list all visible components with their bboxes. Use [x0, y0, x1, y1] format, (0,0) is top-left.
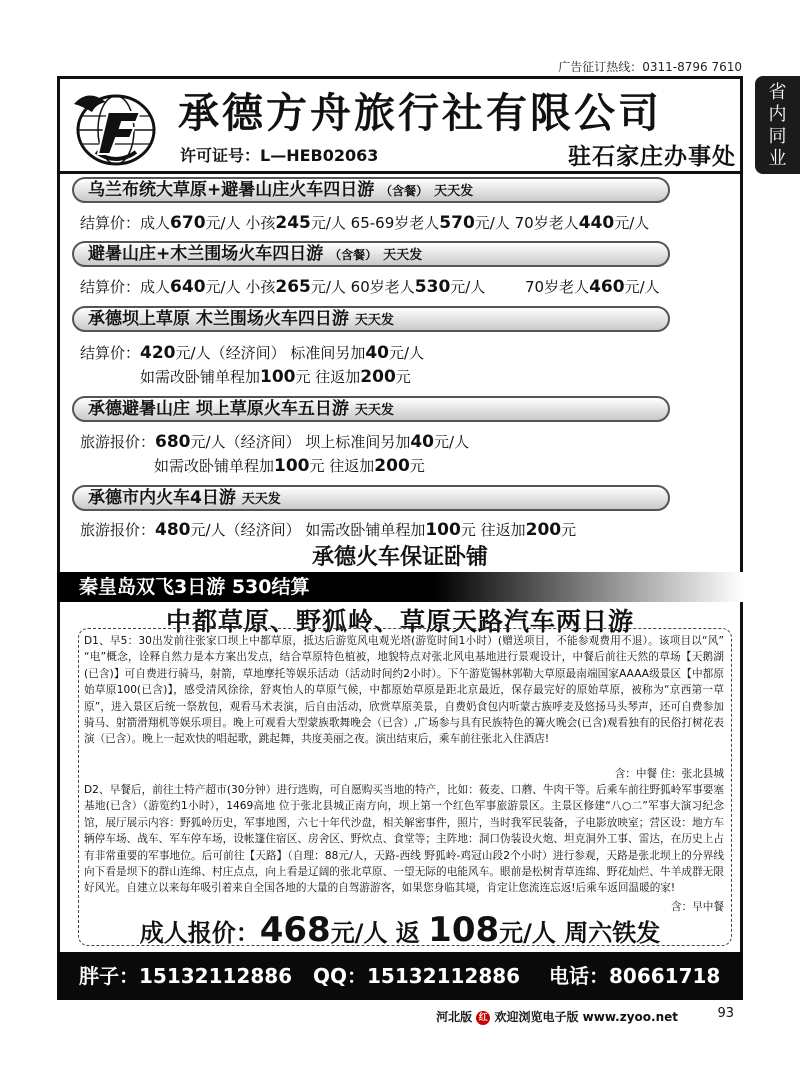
tour-banner: 承德市内火车4日游 天天发	[72, 485, 670, 511]
tour-banner: 乌兰布统大草原+避暑山庄火车四日游 （含餐） 天天发	[72, 177, 670, 203]
tour-banner: 承德避暑山庄 坝上草原火车五日游 天天发	[72, 396, 670, 422]
price-line-extra: 70岁老人460元/人	[525, 277, 660, 297]
contact-phone-mobile[interactable]: 胖子：15132112886	[79, 964, 293, 988]
adult-price-line: 成人报价：468元/人 返 108元/人 周六铁发	[139, 910, 661, 950]
page-number: 93	[717, 1006, 734, 1021]
itinerary-day2: D2、早餐后，前往土特产超市(30分钟）进行选购，可自愿购买当地的特产，比如：莜麦、口蘑、牛肉干等。后乘车前往野狐岭军事要塞基地(已含）（游览约1小时），1469高地 位于张北县城正南方向，坝上第一个红色军事旅游景区。主景区修建“八○二”军事大演习纪念馆，展厅展示内容：野狐岭历史，军事地图，六七十年代沙盘，相关解密事件，照片，当时我军民装备，子电影放映室；营区设：地方车辆停车场、战车、军车停车场，设帐篷住宿区、房舍区、野炊点、食堂等；主阵地：洞口伪装设火炮、坦克洞外工事、雷达，在历史上占有非常重要的军事地位。后可前往【天路】（自理：88元/人，天路-西线 野狐岭-鸡冠山段2个小时）进行参观，天路是张北坝上的分界线向下看是坝下的群山连绵、村庄点点，向上看是辽阔的张北草原、一望无际的电能风车。眼前是松树青草连绵、野花灿烂、牛羊成群无限好风光。自建立以来每年吸引着来自全国各地的大量的自驾游游客，如果您身临其境，肯定让您流连忘返!后乘车返回温暖的家!	[84, 784, 724, 895]
footer-brand: 河北版 红 欢迎浏览电子版 www.zyoo.net	[436, 1010, 678, 1024]
globe-dove-logo-icon	[66, 82, 166, 166]
qinhuangdao-banner: 秦皇岛双飞3日游 530结算	[57, 572, 743, 602]
price-line: 如需改卧铺单程加100元 往返加200元	[154, 456, 425, 476]
price-line: 旅游报价：680元/人（经济间） 坝上标准间另加40元/人	[80, 432, 470, 452]
tour-banner: 避暑山庄+木兰围场火车四日游 （含餐） 天天发	[72, 241, 670, 267]
ad-hotline: 广告征订热线：0311-8796 7610	[558, 60, 742, 74]
side-tab-char: 业	[768, 148, 787, 169]
day2-meal-info: 含：早中餐	[671, 901, 724, 913]
price-line: 如需改卧铺单程加100元 往返加200元	[140, 367, 411, 387]
tour-banner: 承德坝上草原 木兰围场火车四日游 天天发	[72, 306, 670, 332]
side-tab-char: 内	[768, 104, 787, 125]
side-tab-char: 省	[768, 82, 787, 103]
day1-meal-info: 含：中餐 住：张北县城	[614, 768, 724, 780]
itinerary-day1: D1、早5：30出发前往张家口坝上中都草原，抵达后游览风电观光塔(游览时间1小时）(赠送项目，不能参观费用不退）。该项目以“风” “电”概念，诠释自然力是本方案出发点，结合草原特色植被，地貌特点对张北风电基地进行景观设计，中餐后前往天然的草场【天鹅湖(已含)】可自费进行骑马，射箭，草地摩托等娱乐活动（活动时间约2小时）。下午游览锡林郭勒大草原最南端国家AAAA级景区【中都原始草原100(已含)】，感受清风徐徐，舒爽怡人的草原气候，中都原始草原是距北京最近，保存最完好的原始草原，被称为“京西第一草原”，进入景区后统一祭敖包，观看马术表演，后自由活动，欣赏草原美景，自费奶食包内听蒙古族呼麦及悠扬马头琴声，还可自费参加骑马、射箭滑翔机等娱乐项目。晚上可观看大型蒙族歌舞晚会（已含）,广场参与具有民族特色的篝火晚会(已含)观看独有的民俗打树花表演（已含）。晚上一起欢快的唱起歌，跳起舞，共度美丽之夜。演出结束后，乘车前往张北入住酒店!	[84, 635, 724, 746]
bus-tour-title: 中都草原、野狐岭、草原天路汽车两日游	[165, 607, 634, 636]
price-line: 旅游报价：480元/人（经济间） 如需改卧铺单程加100元 往返加200元	[80, 520, 577, 540]
red-badge-icon: 红	[476, 1011, 490, 1025]
company-title: 承德方舟旅行社有限公司	[178, 89, 662, 137]
side-tab-char: 同	[768, 126, 787, 147]
contact-qq[interactable]: QQ：15132112886	[313, 964, 521, 988]
license-number: 许可证号：L—HEB02063	[180, 146, 379, 165]
contact-bar	[57, 952, 743, 1000]
price-line: 结算价：420元/人（经济间） 标准间另加40元/人	[80, 343, 425, 363]
contact-phone[interactable]: 电话：80661718	[549, 964, 721, 988]
header-divider	[57, 171, 743, 174]
footer-link[interactable]: 欢迎浏览电子版 www.zyoo.net	[494, 1010, 678, 1024]
sleeper-guarantee: 承德火车保证卧铺	[311, 545, 488, 570]
side-category-tab[interactable]	[755, 76, 800, 174]
office-name: 驻石家庄办事处	[568, 144, 736, 170]
price-line: 结算价：成人640元/人 小孩265元/人 60岁老人530元/人	[80, 277, 486, 297]
price-line: 结算价：成人670元/人 小孩245元/人 65-69岁老人570元/人 70岁老人440元/人	[80, 213, 650, 233]
